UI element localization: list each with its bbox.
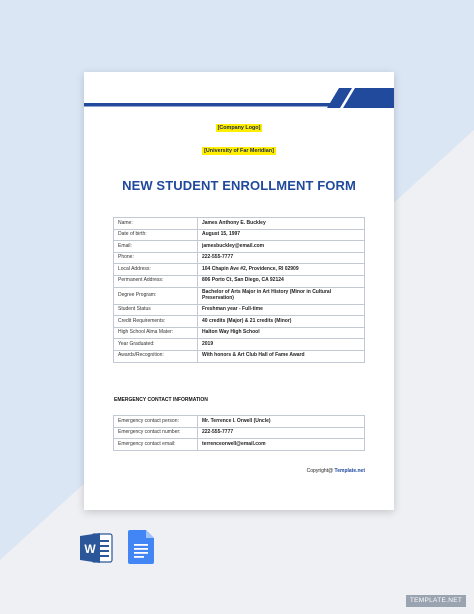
table-row [114,218,365,230]
field-value: 222-555-7777 [198,427,365,439]
field-value: 40 credits (Major) & 21 credits (Minor) [198,316,365,328]
field-value: 806 Porto Ct, San Diego, CA 92124 [198,275,365,287]
page-title: NEW STUDENT ENROLLMENT FORM [122,178,356,193]
field-value: Halton Way High School [198,327,365,339]
field-label: Credit Requirements: [114,316,198,328]
field-label: Phone: [114,252,198,264]
field-label: Emergency contact email: [114,439,198,451]
field-value: 2019 [198,339,365,351]
field-label: Awards/Recognition: [114,350,198,362]
emergency-heading: EMERGENCY CONTACT INFORMATION [114,397,208,403]
field-value: 222-555-7777 [198,252,365,264]
student-info-table [113,217,365,363]
field-value: terrenceorwell@email.com [198,439,365,451]
company-logo-placeholder: [Company Logo] [217,125,261,131]
field-label: Emergency contact number: [114,427,198,439]
field-value: Freshman year - Full-time [198,304,365,316]
table-row [114,439,365,451]
header-stripe [84,72,394,112]
table-row [114,416,365,428]
table-row [114,264,365,276]
field-value: James Anthony E. Buckley [198,218,365,230]
copyright-brand: Template.net [334,468,365,474]
document-page [84,72,394,510]
field-value: With honors & Art Club Hall of Fame Award [198,350,365,362]
field-value: Mr. Terrence I. Orwell (Uncle) [198,416,365,428]
field-label: Student Status [114,304,198,316]
emergency-contact-table [113,415,365,451]
svg-text:W: W [84,542,96,556]
table-row [114,327,365,339]
copyright-prefix: Copyright@ [306,468,334,474]
field-label: Year Graduated: [114,339,198,351]
copyright-line [307,468,365,474]
table-row [114,287,365,304]
table-row [114,350,365,362]
table-row [114,275,365,287]
field-value: 104 Chapin Ave #2, Providence, RI 02909 [198,264,365,276]
table-row [114,252,365,264]
table-row [114,316,365,328]
field-label: Emergency contact person: [114,416,198,428]
field-label: Degree Program: [114,287,198,304]
table-row [114,339,365,351]
field-value: jamesbuckley@email.com [198,241,365,253]
word-icon[interactable] [80,532,114,564]
table-row [114,229,365,241]
field-value: August 15, 1997 [198,229,365,241]
table-row [114,241,365,253]
table-row [114,427,365,439]
field-label: Permanent Address: [114,275,198,287]
google-docs-icon[interactable] [128,530,154,564]
table-row [114,304,365,316]
field-label: Local Address: [114,264,198,276]
field-value: Bachelor of Arts Major in Art History (Minor in Cultural Preservation) [198,287,365,304]
watermark-badge: TEMPLATE.NET [406,595,466,607]
university-placeholder: [University of Far Meridian] [204,148,274,154]
field-label: Name: [114,218,198,230]
field-label: Email: [114,241,198,253]
field-label: Date of birth: [114,229,198,241]
field-label: High School Alma Mater: [114,327,198,339]
